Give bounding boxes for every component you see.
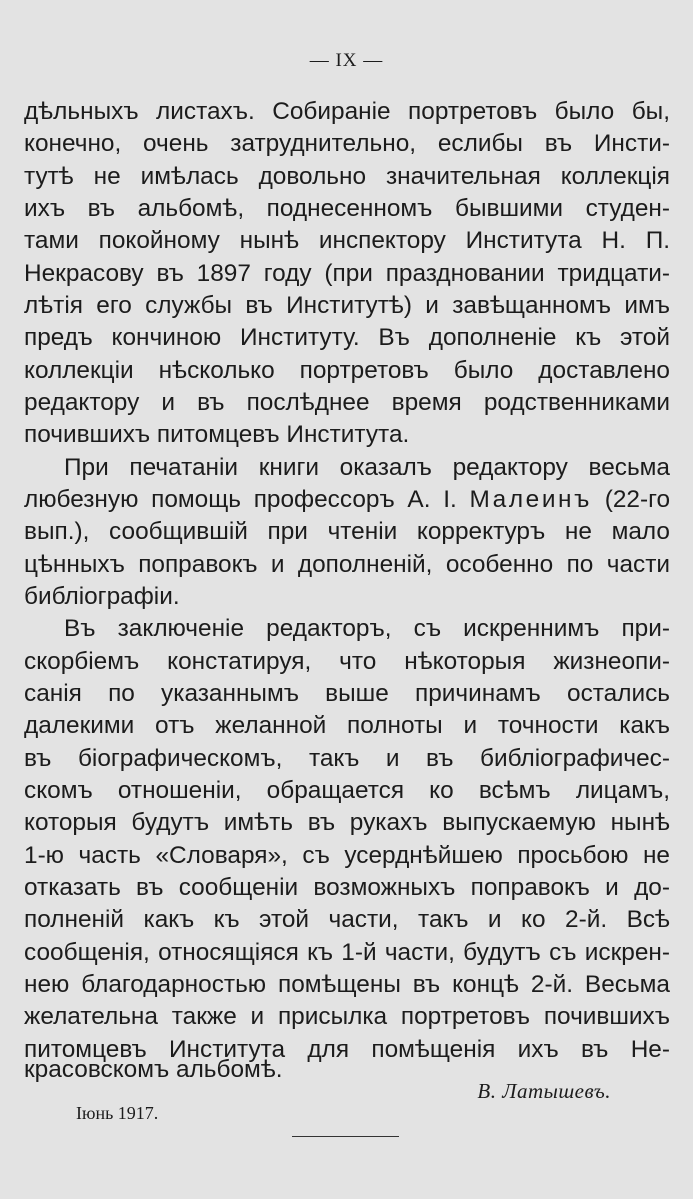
text-line: цѣнныхъ поправокъ и дополненій, особенно по части <box>24 551 670 578</box>
text-line: которыя будутъ имѣть въ рукахъ выпускаемую нынѣ <box>24 809 670 836</box>
text-line: вып.), сообщившій при чтеніи корректуръ не мало <box>24 518 670 545</box>
text-line: почившихъ питомцевъ Института. <box>24 421 410 448</box>
text-line: желательна также и присылка портретовъ почившихъ <box>24 1003 670 1030</box>
text-fragment: (22-го <box>591 486 671 513</box>
text-line: скорбіемъ констатируя, что нѣкоторыя жизнеопи- <box>24 648 670 675</box>
text-line: полненій какъ къ этой части, такъ и ко 2-й. Всѣ <box>24 906 670 933</box>
end-rule <box>292 1136 399 1137</box>
text-line: нею благодарностью помѣщены въ концѣ 2-й. Весьма <box>24 971 670 998</box>
text-line: предъ кончиною Институту. Въ дополненіе къ этой <box>24 324 670 351</box>
text-line: Въ заключеніе редакторъ, съ искреннимъ при- <box>64 615 670 642</box>
text-line: библіографіи. <box>24 583 180 610</box>
text-line: дѣльныхъ листахъ. Собираніе портретовъ было бы, <box>24 98 670 125</box>
text-line: въ біографическомъ, такъ и въ библіографичес- <box>24 745 670 772</box>
text-line: красовскомъ альбомѣ. <box>24 1056 283 1083</box>
author-signature: В. Латышевъ. <box>477 1079 611 1103</box>
text-line: конечно, очень затруднительно, еслибы въ Инсти- <box>24 130 670 157</box>
text-line: коллекціи нѣсколько портретовъ было доставлено <box>24 357 670 384</box>
text-line: При печатаніи книги оказалъ редактору весьма <box>64 454 670 481</box>
text-line: редактору и въ послѣднее время родственниками <box>24 389 670 416</box>
text-line: Некрасову въ 1897 году (при праздновании тридцати- <box>24 260 670 287</box>
text-line: тами покойному нынѣ инспектору Института Н. П. <box>24 227 670 254</box>
text-fragment: любезную помощь профессоръ А. І. <box>24 486 470 513</box>
text-line: питомцевъ Института для помѣщенія ихъ въ Не- <box>24 1036 670 1063</box>
text-line: санія по указаннымъ выше причинамъ остались <box>24 680 670 707</box>
text-line: лѣтія его службы въ Институтѣ) и завѣщанномъ имъ <box>24 292 670 319</box>
text-line: отказать въ сообщеніи возможныхъ поправокъ и до- <box>24 874 670 901</box>
text-line: сообщенія, относящіяся къ 1-й части, будутъ съ искрен- <box>24 939 670 966</box>
text-line <box>24 485 670 515</box>
text-line: 1-ю часть «Словаря», съ усерднѣйшею просьбою не <box>24 842 670 869</box>
page-number: — IX — <box>309 50 384 71</box>
text-line: тутѣ не имѣлась довольно значительная коллекція <box>24 163 670 190</box>
text-line: далекими отъ желанной полноты и точности какъ <box>24 712 670 739</box>
date-line: Іюнь 1917. <box>76 1103 159 1123</box>
text-line: скомъ отношеніи, обращается ко всѣмъ лицамъ, <box>24 777 670 804</box>
spaced-name: Малеинъ <box>469 486 592 513</box>
text-line: ихъ въ альбомѣ, поднесенномъ бывшими студен- <box>24 195 670 222</box>
